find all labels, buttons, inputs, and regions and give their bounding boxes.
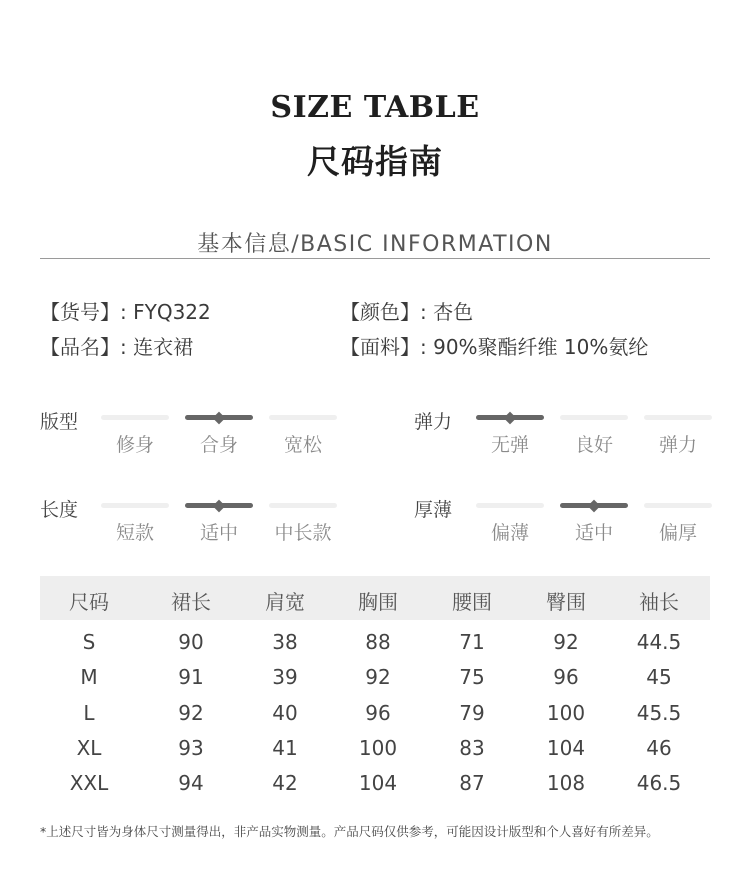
- table-cell: 41: [272, 735, 298, 760]
- table-cell: 100: [546, 700, 586, 725]
- table-cell: 91: [178, 665, 204, 690]
- scale-segment: [101, 415, 169, 420]
- table-cell: 46.5: [636, 771, 682, 796]
- table-cell: 46: [646, 735, 672, 760]
- table-header-cell: 尺码: [69, 590, 109, 614]
- table-header-cell: 胸围: [358, 590, 398, 614]
- title-english: SIZE TABLE: [270, 90, 480, 125]
- table-cell: 88: [365, 630, 391, 654]
- table-cell: 94: [178, 771, 204, 796]
- title-chinese: 尺码指南: [307, 142, 443, 181]
- footnote: *上述尺寸皆为身体尺寸测量得出，非产品实物测量。产品尺码仅供参考，可能因设计版型和个人喜好有所差异。: [40, 824, 659, 839]
- scale-segment-selected: [185, 503, 253, 508]
- table-row-size: XL: [76, 735, 102, 760]
- scale-segment-selected: [476, 415, 544, 420]
- table-cell: 83: [459, 735, 485, 760]
- attribute-option: 弹力: [658, 434, 697, 456]
- field-value: 杏色: [433, 300, 474, 324]
- scale-segment: [560, 415, 628, 420]
- table-cell: 79: [459, 700, 485, 725]
- table-cell: 75: [459, 665, 485, 690]
- field-label: 【面料】:: [340, 335, 427, 359]
- table-cell: 92: [553, 630, 579, 654]
- scale-segment: [476, 503, 544, 508]
- field-fabric: [340, 331, 648, 360]
- field-label: 【颜色】:: [340, 300, 427, 324]
- table-cell: 92: [365, 665, 391, 690]
- scale-marker-icon: [588, 499, 601, 512]
- table-cell: 87: [459, 771, 485, 796]
- attribute-name: 厚薄: [414, 499, 453, 521]
- section-divider: [40, 258, 710, 259]
- table-cell: 38: [272, 630, 298, 654]
- attribute-name: 长度: [40, 499, 79, 521]
- field-value: FYQ322: [133, 300, 211, 324]
- field-product-name: [40, 331, 193, 360]
- table-cell: 108: [546, 771, 586, 796]
- table-header-cell: 腰围: [452, 590, 492, 614]
- scale-segment: [269, 415, 337, 420]
- field-item-number: [40, 296, 211, 325]
- scale-marker-icon: [213, 411, 226, 424]
- table-cell: 92: [178, 700, 204, 725]
- table-header-cell: 臀围: [546, 590, 586, 614]
- table-cell: 104: [546, 735, 586, 760]
- table-cell: 45: [646, 665, 672, 690]
- field-value: 连衣裙: [133, 335, 194, 359]
- table-row-size: S: [82, 630, 96, 654]
- attribute-option: 短款: [115, 522, 154, 544]
- attribute-option: 偏厚: [658, 522, 697, 544]
- scale-segment: [644, 503, 712, 508]
- table-cell: 44.5: [636, 630, 682, 654]
- table-row-size: XXL: [69, 771, 109, 796]
- attribute-option: 偏薄: [490, 522, 529, 544]
- field-value: 90%聚酯纤维 10%氨纶: [433, 335, 649, 359]
- table-cell: 42: [272, 771, 298, 796]
- table-row-size: M: [80, 665, 98, 690]
- basic-info-heading: 基本信息/BASIC INFORMATION: [197, 232, 553, 257]
- attribute-option: 宽松: [283, 434, 322, 456]
- table-cell: 100: [358, 735, 398, 760]
- scale-marker-icon: [504, 411, 517, 424]
- scale-segment: [644, 415, 712, 420]
- field-label: 【品名】:: [40, 335, 127, 359]
- attribute-option: 良好: [574, 434, 613, 456]
- table-cell: 90: [178, 630, 204, 654]
- table-header-cell: 肩宽: [265, 590, 305, 614]
- scale-segment-selected: [560, 503, 628, 508]
- table-cell: 104: [358, 771, 398, 796]
- attribute-name: 弹力: [414, 411, 453, 433]
- attribute-option: 无弹: [490, 434, 529, 456]
- scale-segment-selected: [185, 415, 253, 420]
- field-color: [340, 296, 473, 325]
- table-cell: 39: [272, 665, 298, 690]
- attribute-option: 中长款: [274, 522, 332, 544]
- scale-marker-icon: [213, 499, 226, 512]
- attribute-option: 适中: [199, 522, 238, 544]
- table-header-cell: 裙长: [171, 590, 211, 614]
- table-header-cell: 袖长: [639, 590, 679, 614]
- table-cell: 93: [178, 735, 204, 760]
- attribute-option: 修身: [115, 434, 154, 456]
- scale-segment: [101, 503, 169, 508]
- table-cell: 45.5: [636, 700, 682, 725]
- field-label: 【货号】:: [40, 300, 127, 324]
- scale-segment: [269, 503, 337, 508]
- table-cell: 96: [365, 700, 391, 725]
- attribute-option: 适中: [574, 522, 613, 544]
- table-row-size: L: [83, 700, 95, 725]
- table-cell: 96: [553, 665, 579, 690]
- table-cell: 40: [272, 700, 298, 725]
- attribute-name: 版型: [40, 411, 79, 433]
- table-cell: 71: [459, 630, 485, 654]
- attribute-option: 合身: [199, 434, 238, 456]
